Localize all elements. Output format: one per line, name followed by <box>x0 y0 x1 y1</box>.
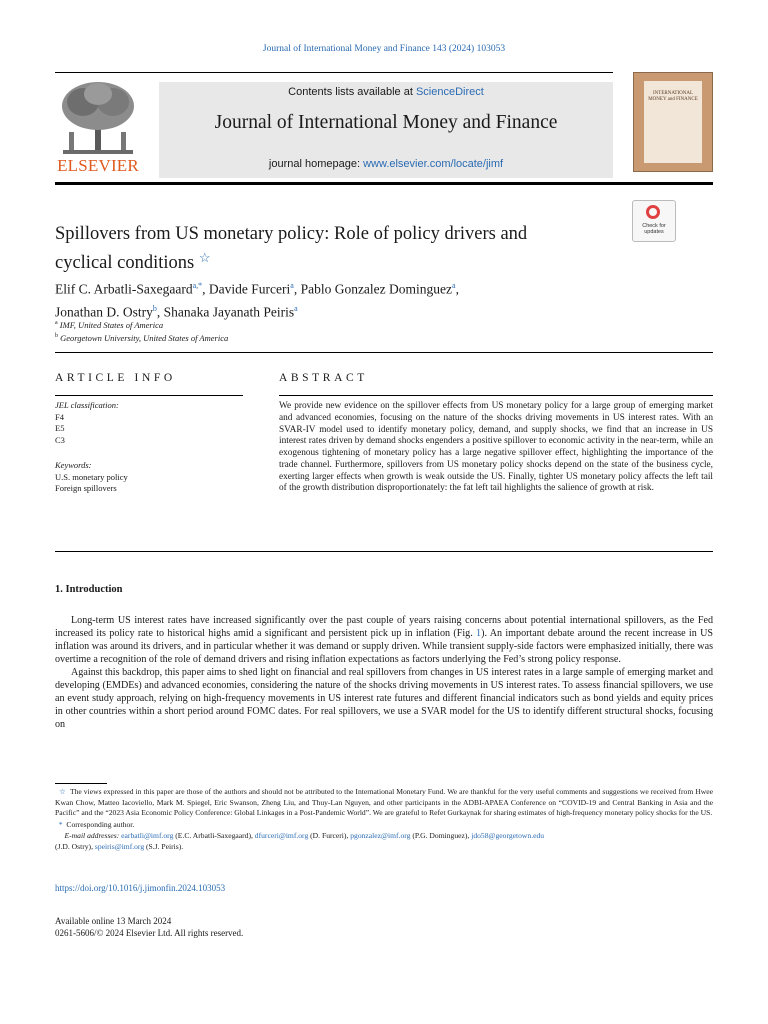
cover-title: INTERNATIONAL MONEY and FINANCE <box>648 91 698 102</box>
divider <box>55 352 713 353</box>
jel-code: C3 <box>55 434 65 445</box>
section-heading-introduction: 1. Introduction <box>55 584 123 595</box>
title-footnote-star[interactable]: ☆ <box>198 250 211 265</box>
publication-info: Available online 13 March 2024 0261-5606/© 2024 Elsevier Ltd. All rights reserved. <box>55 916 244 938</box>
affiliation: $^b$ Georgetown University, United States of America <box>55 332 229 343</box>
email-link[interactable]: speiris@imf.org <box>94 841 145 851</box>
homepage-link[interactable]: www.elsevier.com/locate/jimf <box>363 158 504 170</box>
email-link[interactable]: jdo58@georgetown.edu <box>471 831 545 840</box>
figure-1-link[interactable]: 1 <box>476 628 482 639</box>
journal-homepage: journal homepage: www.elsevier.com/locate/jimf <box>268 158 504 170</box>
doi-link[interactable]: https://doi.org/10.1016/j.jimonfin.2024.103053 <box>55 883 226 893</box>
check-updates-icon <box>646 205 660 219</box>
footnote: ☆ The views expressed in this paper are those of the authors and should not be attributed to the International Monetary Fund. We are thankful for the very useful comments and suggestions we received from Hwee Kwan Chow, Matteo Iacoviello, Mark M. Spiegel, Eric Swanson, Zheng Liu, and Thuy-Lan Nguyen, and other participants in the ADBI-APAEA Conference on “COVID-19 and Central Banking in Asia and the Pacific” and the “2023 Asia Economic Policy Conference: Global Linkages in a Post-Pandemic World”. We are grateful to Refet Gurkaynak for sharing estimates of high-frequency monetary policy shocks for the US. <box>55 787 714 817</box>
header-top-rule <box>55 72 613 73</box>
journal-header <box>55 72 713 184</box>
abstract-heading: ABSTRACT <box>279 372 368 384</box>
jel-code: E5 <box>55 423 65 433</box>
header-bottom-rule <box>55 182 713 185</box>
contents-line: Contents lists available at ScienceDirect <box>288 86 484 98</box>
abstract-text: We provide new evidence on the spillover effects from US monetary policy for a large group of emerging market and advanced economies, focusing on the nature of the shocks driving movements in US interest rates. With an SVAR-IV model used to identify monetary policy, demand, and supply shocks, we find that an increase in US interest rates driven by demand shocks engenders a positive spillover to economic activity in the near-term, while an exogenous tightening of monetary policy has a large negative spillover effect, highlighting the importance of the trade channel. Furthermore, spillovers from US monetary policy shocks depend on the state of the business cycle, exerting larger effects when growth is weak outside the US. Finally, tighter US monetary policy affects the left tail of the growth distribution disproportionately: the fat left tail highlights the salience of growth at risk. <box>279 401 713 494</box>
email-link[interactable]: dfurceri@imf.org <box>254 831 309 840</box>
footnotes <box>55 787 713 853</box>
journal-cover-image[interactable] <box>633 72 713 172</box>
author-list: Elif C. Arbatli-Saxegaard$^{a,*}$, Davide Furceri$^a$, Pablo Gonzalez Dominguez$^a$, Jonathan D. Ostry$^b$, Shanaka Jayanath Peiris$^a$ <box>55 281 459 319</box>
email-addresses: E-mail addresses: earbatli@imf.org (E.C. Arbatli-Saxegaard), dfurceri@imf.org (D. Furceri), pgonzalez@imf.org (P.G. Dominguez), jdo58@georgetown.edu (J.D. Ostry), speiris@imf.org (S.J. Peiris). <box>55 831 545 851</box>
keyword: U.S. monetary policy <box>55 471 128 482</box>
article-info-heading: ARTICLE INFO <box>55 372 176 384</box>
paragraph: Long-term US interest rates have increased significantly over the past couple of years raising concerns about potential international spillovers, as the Fed increased its policy rate to historical highs amid a significant and persistent pick up in inflation (Fig. 1). An important debate around the recent increase in US inflation was around its drivers, and in particular whether it was demand or supply driven. While transient supply-side factors were emphasized initially, there was overtime a recognition of the role of demand drivers and rising inflation expectations as factors underlying the Fed’s strong policy response. <box>55 615 713 665</box>
elsevier-logo <box>55 80 141 180</box>
publisher-name: ELSEVIER <box>57 156 139 175</box>
jel-classification: JEL classification: F4 E5 C3 <box>55 400 119 445</box>
sciencedirect-link[interactable]: ScienceDirect <box>415 86 484 98</box>
check-for-updates-button[interactable]: Check for updates <box>632 200 676 242</box>
journal-banner <box>159 82 613 178</box>
divider <box>55 551 713 552</box>
divider <box>279 395 713 396</box>
author-name[interactable]: Davide Furceri <box>208 281 291 297</box>
journal-reference[interactable]: Journal of International Money and Finance 143 (2024) 103053 <box>262 44 506 54</box>
paragraph: Against this backdrop, this paper aims to shed light on financial and real spillovers from changes in US interest rates in a large sample of emerging market and developing (EMDEs) and advanced economies, considering the nature of the shocks driving movements in US interest rates. To assess financial spillovers, we use an event study approach, relying on high-frequency movements in US interest rate futures and different financial indicators such as bond yields and equity prices in other countries within a short period around FOMC dates. For real spillovers, we use a SVAR model for the US to identify different structural shocks, focusing on <box>55 667 713 730</box>
affiliations <box>55 318 228 344</box>
keyword: Foreign spillovers <box>55 483 117 493</box>
footnote-rule <box>55 783 107 784</box>
author-name[interactable]: Shanaka Jayanath Peiris <box>163 304 295 319</box>
footnote: * Corresponding author. <box>58 819 135 829</box>
author-name[interactable]: Jonathan D. Ostry <box>55 304 153 319</box>
divider <box>55 395 243 396</box>
journal-name: Journal of International Money and Finance <box>214 112 558 133</box>
author-name[interactable]: Pablo Gonzalez Dominguez <box>300 281 453 297</box>
keywords: Keywords: U.S. monetary policy Foreign spillovers <box>55 460 128 493</box>
jel-code: F4 <box>55 411 64 422</box>
email-link[interactable]: earbatli@imf.org <box>121 831 174 840</box>
article-title: Spillovers from US monetary policy: Role of policy drivers and cyclical conditions ☆ <box>55 224 528 273</box>
introduction-body <box>55 614 713 731</box>
email-link[interactable]: pgonzalez@imf.org <box>350 831 411 840</box>
affiliation: $^a$ IMF, United States of America <box>55 319 164 330</box>
elsevier-tree-icon <box>55 80 141 158</box>
author-name[interactable]: Elif C. Arbatli-Saxegaard <box>55 281 193 297</box>
